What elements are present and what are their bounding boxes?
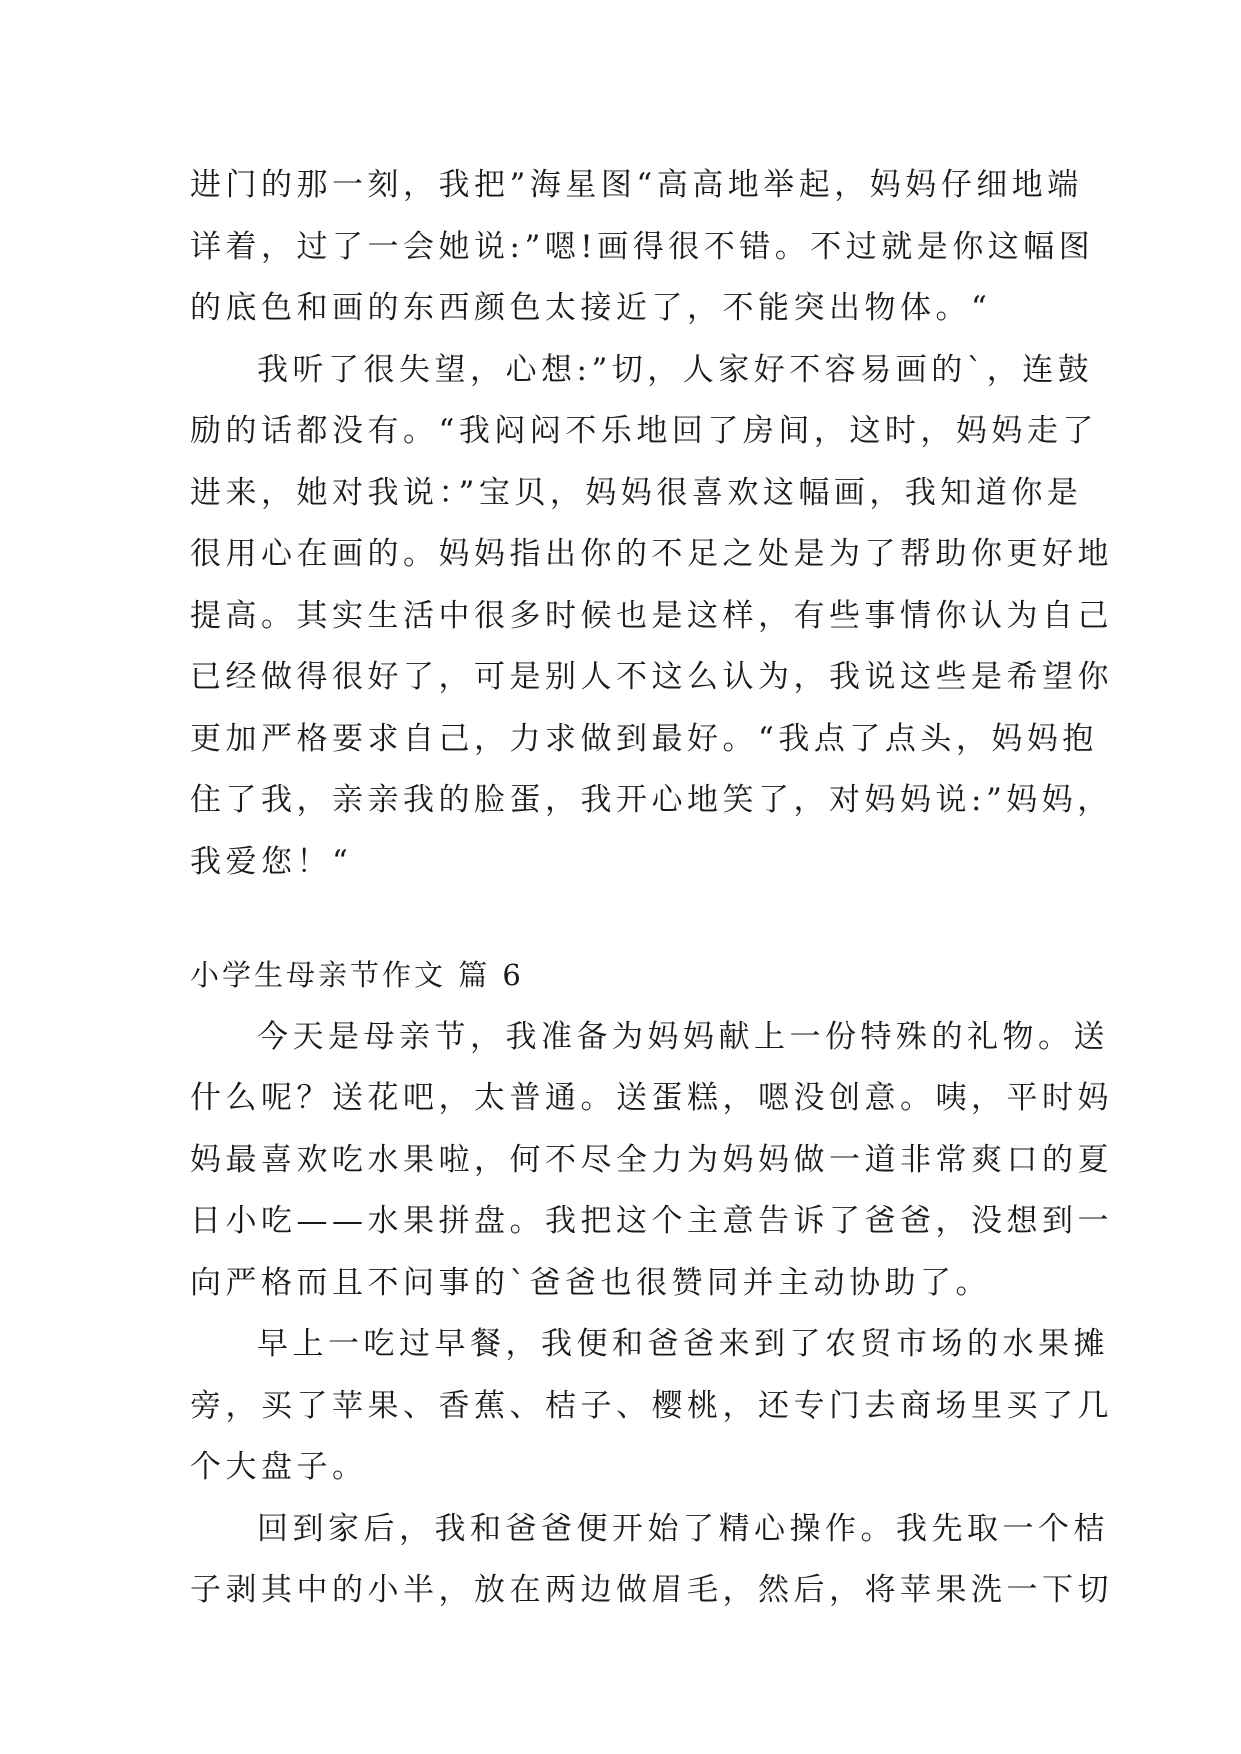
paragraph (190, 1499, 1113, 1622)
paragraph (190, 340, 1113, 894)
text-line: 向严格而且不问事的`爸爸也很赞同并主动协助了。 (190, 1264, 991, 1301)
text-line: 日小吃——水果拼盘。我把这个主意告诉了爸爸，没想到一 (190, 1203, 1113, 1239)
paragraph (190, 1314, 1113, 1499)
document-page (190, 155, 1113, 1622)
section-title: 小学生母亲节作文 篇 6 (190, 958, 524, 992)
text-line: 已经做得很好了，可是别人不这么认为，我说这些是希望你 (190, 659, 1113, 695)
text-line: 我爱您！“ (190, 843, 353, 880)
text-line: 更加严格要求自己，力求做到最好。“我点了点头，妈妈抱 (190, 720, 1098, 757)
text-line: 子剥其中的小半，放在两边做眉毛，然后，将苹果洗一下切 (190, 1572, 1113, 1608)
text-line: 励的话都没有。“我闷闷不乐地回了房间，这时，妈妈走了 (190, 413, 1098, 449)
text-line: 详着，过了一会她说:”嗯!画得很不错。不过就是你这幅图 (190, 228, 1095, 265)
text-line: 进门的那一刻，我把”海星图“高高地举起，妈妈仔细地端 (190, 167, 1083, 203)
text-line: 早上一吃过早餐，我便和爸爸来到了农贸市场的水果摊 (257, 1326, 1109, 1362)
paragraph (190, 155, 1095, 340)
text-line: 什么呢？送花吧，太普通。送蛋糕，嗯没创意。咦，平时妈 (190, 1080, 1113, 1116)
section-gap (190, 893, 1070, 945)
text-line: 今天是母亲节，我准备为妈妈献上一份特殊的礼物。送 (257, 1018, 1109, 1055)
text-line: 的底色和画的东西颜色太接近了，不能突出物体。“ (190, 290, 992, 326)
text-line: 妈最喜欢吃水果啦，何不尽全力为妈妈做一道非常爽口的夏 (190, 1141, 1113, 1178)
text-line: 进来，她对我说：”宝贝，妈妈很喜欢这幅画，我知道你是 (190, 474, 1083, 511)
text-line: 我听了很失望，心想:”切，人家好不容易画的`，连鼓 (257, 351, 1094, 388)
paragraph (190, 1007, 1113, 1315)
text-line: 住了我，亲亲我的脸蛋，我开心地笑了，对妈妈说:”妈妈， (190, 782, 1113, 818)
text-line: 很用心在画的。妈妈指出你的不足之处是为了帮助你更好地 (190, 536, 1113, 572)
text-line: 回到家后，我和爸爸便开始了精心操作。我先取一个桔 (257, 1510, 1109, 1547)
text-line: 提高。其实生活中很多时候也是这样，有些事情你认为自己 (190, 597, 1113, 634)
text-line: 旁，买了苹果、香蕉、桔子、樱桃，还专门去商场里买了几 (190, 1387, 1113, 1424)
text-line: 个大盘子。 (190, 1449, 368, 1485)
